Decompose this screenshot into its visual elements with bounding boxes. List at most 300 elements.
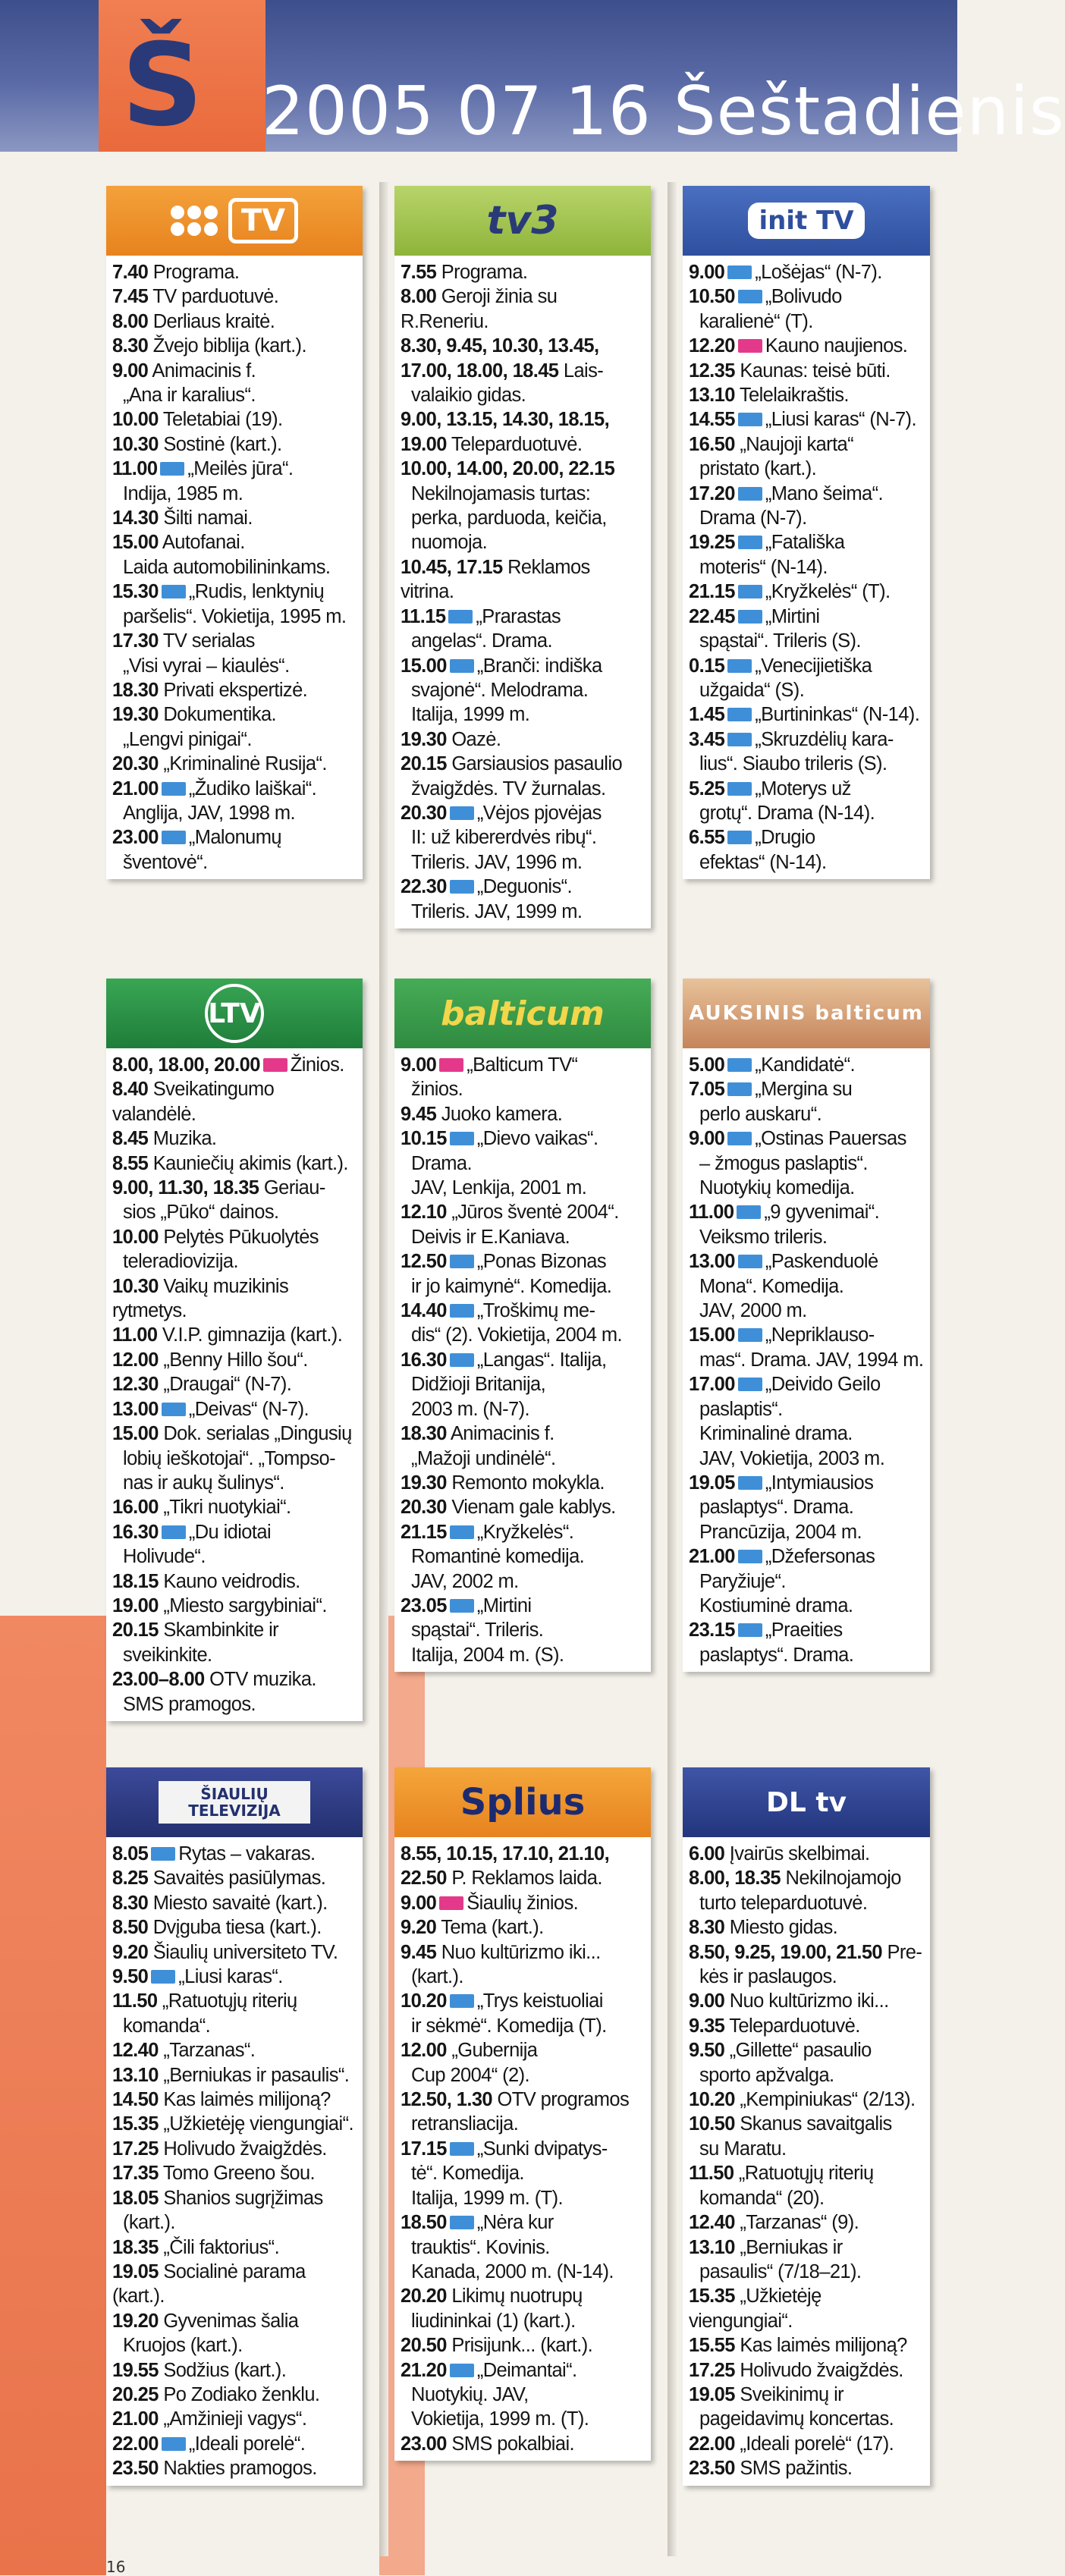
program-title: spąstai“. Trileris. bbox=[411, 1619, 544, 1641]
program-title: Kaunas: teisė būti. bbox=[740, 360, 891, 382]
program-title: Lais- bbox=[563, 360, 604, 382]
program-entry bbox=[686, 1643, 927, 1667]
program-time: 8.55, 10.15, 17.10, 21.10, bbox=[401, 1843, 610, 1864]
program-title: Holivude“. bbox=[123, 1546, 206, 1568]
program-time: 8.30, 9.45, 10.30, 13.45, bbox=[401, 335, 599, 357]
program-entry bbox=[686, 1053, 927, 1077]
program-title: JAV, 2000 m. bbox=[699, 1300, 807, 1322]
program-title: „Langas“. Italija, bbox=[476, 1349, 607, 1371]
program-title: moteris“ (N-14). bbox=[699, 556, 828, 578]
program-entry bbox=[397, 2186, 648, 2210]
news-icon bbox=[439, 1896, 463, 1910]
program-entry bbox=[397, 2407, 648, 2431]
program-entry bbox=[397, 1520, 648, 1544]
program-title: Rytas – vakaras. bbox=[178, 1843, 316, 1864]
program-time: 19.00 bbox=[112, 1594, 159, 1616]
program-title: JAV, Lenkija, 2001 m. bbox=[411, 1177, 587, 1199]
program-time: 5.00 bbox=[689, 1054, 725, 1076]
film-icon bbox=[738, 1476, 762, 1490]
program-entry bbox=[686, 678, 927, 702]
program-entry bbox=[686, 2358, 927, 2383]
program-title: valaikio gidas. bbox=[411, 385, 526, 407]
program-title: „Ideali porelė“. bbox=[188, 2433, 306, 2455]
program-entry bbox=[109, 2014, 360, 2038]
program-title: Veiksmo trileris. bbox=[699, 1226, 828, 1248]
program-time: 15.35 bbox=[112, 2113, 159, 2135]
program-entry bbox=[686, 2235, 927, 2260]
film-icon bbox=[448, 610, 473, 624]
program-title: „Nėra kur bbox=[476, 2212, 554, 2234]
program-time: 10.00 bbox=[112, 409, 159, 431]
program-time: 6.55 bbox=[689, 827, 725, 849]
program-title: „Drugio bbox=[755, 827, 815, 849]
program-time: 18.50 bbox=[401, 2212, 447, 2234]
program-entry bbox=[397, 629, 648, 653]
program-entry bbox=[109, 2358, 360, 2383]
program-time: 23.00 bbox=[112, 827, 159, 849]
program-time: 3.45 bbox=[689, 728, 725, 750]
program-entry bbox=[686, 407, 927, 432]
program-entry bbox=[109, 727, 360, 752]
program-entry bbox=[109, 1866, 360, 1890]
channel-panel-tv3 bbox=[394, 186, 651, 928]
program-entry bbox=[397, 2112, 648, 2136]
program-list bbox=[109, 260, 360, 875]
program-entry bbox=[397, 1299, 648, 1323]
program-time: 8.25 bbox=[112, 1868, 149, 1890]
program-entry bbox=[686, 260, 927, 284]
program-entry bbox=[686, 1989, 927, 2013]
tv3-logo-icon: tv3 bbox=[394, 186, 651, 256]
program-time: 10.30 bbox=[112, 433, 159, 455]
program-title: nuomoja. bbox=[411, 532, 488, 554]
program-time: 12.00 bbox=[112, 1349, 159, 1371]
film-icon bbox=[738, 1550, 762, 1563]
program-entry bbox=[109, 801, 360, 825]
program-title: Deivis ir E.Kaniava. bbox=[411, 1226, 570, 1248]
program-title: karalienė“ (T). bbox=[699, 310, 813, 332]
program-title: OTV muzika. bbox=[209, 1669, 316, 1691]
program-title: mas“. Drama. JAV, 1994 m. bbox=[699, 1349, 924, 1371]
film-icon bbox=[738, 1623, 762, 1637]
program-title: SMS pažintis. bbox=[740, 2458, 853, 2480]
program-title: „Gubernija bbox=[451, 2040, 538, 2062]
program-time: 19.30 bbox=[112, 704, 159, 726]
program-entry bbox=[686, 1422, 927, 1446]
program-time: 21.15 bbox=[401, 1521, 447, 1543]
program-entry bbox=[686, 1915, 927, 1940]
program-entry bbox=[397, 752, 648, 776]
program-time: 10.50 bbox=[689, 2113, 735, 2135]
program-title: II: už kibererdvės ribų“. bbox=[411, 827, 597, 849]
program-entry bbox=[109, 2260, 360, 2309]
program-title: „Liusi karas“. bbox=[178, 1966, 283, 1988]
program-entry bbox=[686, 2456, 927, 2480]
program-title: „Trys keistuoliai bbox=[476, 1990, 603, 2012]
program-title: Programa. bbox=[441, 262, 528, 283]
program-entry bbox=[397, 457, 648, 481]
program-entry bbox=[686, 2432, 927, 2456]
program-entry bbox=[397, 334, 648, 358]
program-title: Geroji žinia su R.Reneriu. bbox=[401, 286, 558, 332]
program-title: Nuotykių. JAV, bbox=[411, 2383, 529, 2405]
program-title: „Vėjos pjovėjas bbox=[476, 802, 602, 824]
program-title: V.I.P. gimnazija (kart.). bbox=[162, 1324, 343, 1346]
program-entry bbox=[686, 1299, 927, 1323]
program-entry bbox=[109, 2333, 360, 2358]
program-time: 10.15 bbox=[401, 1128, 447, 1150]
program-entry bbox=[397, 1842, 648, 1866]
program-entry bbox=[686, 2014, 927, 2038]
program-title: Muzika. bbox=[152, 1128, 217, 1150]
program-entry bbox=[686, 1471, 927, 1495]
program-title: ir jo kaimynė“. Komedija. bbox=[411, 1275, 612, 1297]
program-entry bbox=[686, 1274, 927, 1299]
channel-panel-dl bbox=[683, 1767, 930, 2486]
program-title: „Kryžkelės“ (T). bbox=[765, 581, 891, 603]
program-entry bbox=[397, 2038, 648, 2062]
program-entry bbox=[397, 654, 648, 678]
program-entry bbox=[109, 555, 360, 580]
program-title: 2003 m. (N-7). bbox=[411, 1398, 529, 1420]
program-time: 16.00 bbox=[112, 1497, 159, 1519]
program-time: 11.00 bbox=[689, 1202, 734, 1224]
film-icon bbox=[727, 708, 752, 721]
program-entry bbox=[397, 1989, 648, 2013]
program-time: 19.05 bbox=[689, 2383, 735, 2405]
program-entry bbox=[686, 2137, 927, 2161]
program-entry bbox=[109, 2063, 360, 2088]
balticum-logo-icon: balticum bbox=[394, 979, 651, 1048]
program-entry bbox=[109, 2309, 360, 2333]
program-entry bbox=[109, 1495, 360, 1519]
program-time: 20.20 bbox=[401, 2285, 447, 2307]
program-title: efektas“ (N-14). bbox=[699, 851, 827, 873]
program-time: 23.00–8.00 bbox=[112, 1669, 205, 1691]
program-title: Holivudo žvaigždės. bbox=[163, 2138, 327, 2160]
program-time: 15.00 bbox=[112, 1423, 159, 1445]
program-entry bbox=[686, 2088, 927, 2112]
program-time: 9.00 bbox=[401, 1892, 437, 1914]
program-entry bbox=[109, 260, 360, 284]
program-list bbox=[686, 260, 927, 875]
program-title: „Du idiotai bbox=[188, 1521, 272, 1543]
program-title: Prisijunk... (kart.). bbox=[451, 2335, 593, 2357]
program-title: Teletabiai (19). bbox=[162, 409, 283, 431]
program-title: Animacinis f. bbox=[450, 1423, 554, 1445]
program-title: „Deivas“ (N-7). bbox=[188, 1398, 309, 1420]
program-title: „Venecijietiška bbox=[755, 655, 872, 677]
program-title: Kauno veidrodis. bbox=[163, 1570, 300, 1592]
program-time: 14.30 bbox=[112, 507, 159, 529]
program-entry bbox=[686, 1569, 927, 1594]
program-time: 12.30 bbox=[112, 1374, 159, 1396]
program-title: „Dievo vaikas“. bbox=[476, 1128, 598, 1150]
film-icon bbox=[738, 610, 762, 624]
program-title: Pre- bbox=[887, 1941, 922, 1963]
program-title: „Fatališka bbox=[765, 532, 845, 554]
program-time: 17.15 bbox=[401, 2138, 447, 2160]
program-title: teleradiovizija. bbox=[123, 1251, 238, 1273]
program-title: Animacinis f. bbox=[152, 360, 256, 382]
page-number: 16 bbox=[106, 2558, 126, 2576]
program-entry bbox=[397, 2137, 648, 2161]
film-icon bbox=[160, 462, 184, 476]
program-title: „Mergina su bbox=[755, 1079, 853, 1101]
program-entry bbox=[397, 1618, 648, 1642]
program-time: 13.10 bbox=[689, 2236, 735, 2258]
program-time: 6.00 bbox=[689, 1843, 725, 1864]
film-icon bbox=[738, 487, 762, 501]
program-entry bbox=[686, 825, 927, 850]
program-entry bbox=[109, 482, 360, 506]
program-entry bbox=[109, 1422, 360, 1446]
program-entry bbox=[686, 555, 927, 580]
program-entry bbox=[109, 1053, 360, 1077]
film-icon bbox=[162, 1525, 186, 1539]
program-title: „Burtininkas“ (N-14). bbox=[755, 704, 920, 726]
program-entry bbox=[686, 457, 927, 481]
program-title: Miesto savaitė (kart.). bbox=[152, 1892, 328, 1914]
program-entry bbox=[397, 1891, 648, 1915]
program-time: 12.10 bbox=[401, 1202, 447, 1224]
program-entry bbox=[109, 678, 360, 702]
program-title: turto teleparduotuvė. bbox=[699, 1892, 868, 1914]
film-icon bbox=[727, 1058, 752, 1072]
program-entry bbox=[686, 1842, 927, 1866]
program-title: Šiaulių žinios. bbox=[467, 1892, 579, 1914]
program-title: „Prarastas bbox=[476, 605, 561, 627]
program-title: „Amžinieji vagys“. bbox=[163, 2408, 307, 2430]
program-time: 12.50 bbox=[401, 1251, 447, 1273]
column-divider bbox=[668, 182, 677, 2556]
program-time: 17.00, 18.00, 18.45 bbox=[401, 360, 559, 382]
program-time: 18.30 bbox=[112, 679, 159, 701]
program-entry bbox=[109, 506, 360, 530]
program-entry bbox=[686, 1225, 927, 1249]
program-time: 20.30 bbox=[401, 802, 447, 824]
program-entry bbox=[397, 383, 648, 407]
program-entry bbox=[397, 2260, 648, 2284]
program-time: 18.30 bbox=[401, 1423, 447, 1445]
decorative-band-left bbox=[0, 1616, 106, 2575]
program-title: Šilti namai. bbox=[163, 507, 253, 529]
program-title: Indija, 1985 m. bbox=[123, 482, 243, 504]
program-entry bbox=[686, 1126, 927, 1151]
program-title: „9 gyvenimai“. bbox=[764, 1202, 880, 1224]
news-icon bbox=[738, 339, 762, 353]
program-title: „Kryžkelės“. bbox=[476, 1521, 574, 1543]
program-entry bbox=[109, 2112, 360, 2136]
program-time: 21.00 bbox=[112, 2408, 159, 2430]
program-entry bbox=[109, 702, 360, 727]
program-time: 13.10 bbox=[689, 385, 735, 407]
program-title: „Užkietėję viengungiai“. bbox=[163, 2113, 353, 2135]
program-title: „Malonumų bbox=[188, 827, 281, 849]
program-entry bbox=[109, 1348, 360, 1372]
program-title: „Draugai“ (N-7). bbox=[163, 1374, 292, 1396]
program-title: Miesto gidas. bbox=[729, 1917, 838, 1939]
program-title: „Nepriklauso- bbox=[765, 1324, 875, 1346]
film-icon bbox=[450, 1132, 474, 1145]
film-icon bbox=[450, 1994, 474, 2008]
program-entry bbox=[109, 284, 360, 309]
program-title: liudininkai (1) (kart.). bbox=[411, 2310, 576, 2332]
program-entry bbox=[397, 2161, 648, 2185]
program-title: P. Reklamos laida. bbox=[451, 1868, 602, 1890]
film-icon bbox=[450, 1304, 474, 1318]
program-entry bbox=[109, 1323, 360, 1347]
program-entry bbox=[686, 1544, 927, 1569]
program-time: 8.45 bbox=[112, 1128, 149, 1150]
film-icon bbox=[738, 536, 762, 549]
program-entry bbox=[686, 1520, 927, 1544]
program-entry bbox=[686, 1176, 927, 1200]
program-title: Kas laimės milijoną? bbox=[740, 2335, 907, 2357]
program-title: Nekilnojamojo bbox=[785, 1868, 901, 1890]
program-title: Telelaikraštis. bbox=[739, 385, 849, 407]
program-title: Dvįguba tiesa (kart.). bbox=[152, 1917, 322, 1939]
init-tv-logo-icon: init TV bbox=[683, 186, 930, 256]
program-time: 10.30 bbox=[112, 1275, 159, 1297]
program-entry bbox=[397, 605, 648, 629]
program-entry bbox=[109, 1200, 360, 1224]
program-title: – žmogus paslaptis“. bbox=[699, 1152, 868, 1174]
program-title: (kart.). bbox=[123, 2212, 175, 2234]
program-title: SMS pramogos. bbox=[123, 1693, 256, 1715]
program-title: Drama. bbox=[411, 1152, 472, 1174]
program-entry bbox=[686, 752, 927, 776]
program-title: perka, parduoda, keičia, bbox=[411, 507, 607, 529]
program-title: Dokumentika. bbox=[163, 704, 277, 726]
program-title: JAV, Vokietija, 2003 m. bbox=[699, 1447, 885, 1469]
program-title: perlo auskaru“. bbox=[699, 1103, 822, 1125]
program-time: 16.50 bbox=[689, 433, 735, 455]
program-title: ir sėkmė“. Komedija (T). bbox=[411, 2015, 607, 2037]
program-entry bbox=[109, 1915, 360, 1940]
program-title: Vienam gale kablys. bbox=[451, 1497, 616, 1519]
channel-panel-auksinis bbox=[683, 979, 930, 1672]
program-time: 11.00 bbox=[112, 1324, 158, 1346]
program-entry bbox=[109, 752, 360, 776]
program-time: 10.00, 14.00, 20.00, 22.15 bbox=[401, 458, 615, 480]
program-title: dis“ (2). Vokietija, 2004 m. bbox=[411, 1324, 622, 1346]
program-title: pristato (kart.). bbox=[699, 458, 817, 480]
program-entry bbox=[686, 482, 927, 506]
program-time: 8.55 bbox=[112, 1152, 149, 1174]
program-entry bbox=[686, 2260, 927, 2284]
program-title: pageidavimų koncertas. bbox=[699, 2408, 894, 2430]
program-title: „Balticum TV“ bbox=[467, 1054, 578, 1076]
program-entry bbox=[109, 1471, 360, 1495]
program-time: 13.00 bbox=[112, 1398, 159, 1420]
program-entry bbox=[109, 432, 360, 457]
program-entry bbox=[686, 1249, 927, 1274]
program-title: retransliacija. bbox=[411, 2113, 519, 2135]
program-time: 13.10 bbox=[112, 2064, 159, 2086]
program-entry bbox=[109, 2456, 360, 2480]
program-title: Italija, 2004 m. (S). bbox=[411, 1644, 564, 1666]
program-title: Mona“. Komedija. bbox=[699, 1275, 844, 1297]
program-time: 9.00 bbox=[689, 1128, 725, 1150]
program-entry bbox=[109, 1372, 360, 1396]
program-list bbox=[686, 1053, 927, 1667]
program-entry bbox=[109, 1225, 360, 1249]
program-title: „Rudis, lenktynių bbox=[188, 581, 325, 603]
program-entry bbox=[397, 1422, 648, 1446]
program-title: Dok. serialas „Dingusių bbox=[163, 1423, 352, 1445]
program-title: žvaigždės. TV žurnalas. bbox=[411, 778, 606, 800]
program-title: Sodžius (kart.). bbox=[163, 2359, 287, 2381]
program-entry bbox=[397, 1102, 648, 1126]
program-entry bbox=[686, 1200, 927, 1224]
program-time: 8.30 bbox=[112, 1892, 149, 1914]
program-entry bbox=[686, 1077, 927, 1101]
program-entry bbox=[397, 1569, 648, 1594]
program-title: „Intymiausios bbox=[765, 1472, 874, 1494]
program-time: 10.45, 17.15 bbox=[401, 556, 503, 578]
program-time: 15.00 bbox=[689, 1324, 735, 1346]
program-entry bbox=[109, 2161, 360, 2185]
program-entry bbox=[397, 875, 648, 899]
program-time: 15.55 bbox=[689, 2335, 735, 2357]
program-entry bbox=[109, 2038, 360, 2062]
program-title: Savaitės pasiūlymas. bbox=[152, 1868, 326, 1890]
program-title: „Jūros šventė 2004“. bbox=[451, 1202, 619, 1224]
tv-dots-logo-icon: TV bbox=[106, 186, 363, 256]
program-time: 19.30 bbox=[401, 1472, 447, 1494]
film-icon bbox=[450, 2142, 474, 2156]
program-entry bbox=[397, 482, 648, 506]
program-title: Romantinė komedija. bbox=[411, 1546, 585, 1568]
program-entry bbox=[686, 506, 927, 530]
program-time: 20.50 bbox=[401, 2335, 447, 2357]
program-entry bbox=[397, 1274, 648, 1299]
news-icon bbox=[439, 1058, 463, 1072]
film-icon bbox=[727, 733, 752, 746]
program-title: Nuo kultūrizmo iki... bbox=[441, 1941, 601, 1963]
program-entry bbox=[686, 334, 927, 358]
program-time: 9.00 bbox=[112, 360, 149, 382]
program-entry bbox=[397, 1126, 648, 1151]
program-title: „Liusi karas“ (N-7). bbox=[765, 409, 916, 431]
program-entry bbox=[686, 1891, 927, 1915]
program-title: SMS pokalbiai. bbox=[451, 2433, 574, 2455]
channel-panel-init bbox=[683, 186, 930, 879]
program-entry bbox=[109, 2088, 360, 2112]
channel-panel-splius bbox=[394, 1767, 651, 2461]
program-time: 14.50 bbox=[112, 2089, 159, 2111]
program-title: TV parduotuvė. bbox=[152, 286, 279, 308]
program-entry bbox=[397, 1594, 648, 1618]
program-title: Kas laimės milijoną? bbox=[163, 2089, 331, 2111]
program-title: Nekilnojamasis turtas: bbox=[411, 482, 591, 504]
program-title: Drama (N-7). bbox=[699, 507, 807, 529]
program-time: 20.30 bbox=[401, 1497, 447, 1519]
program-entry bbox=[109, 1249, 360, 1274]
program-entry bbox=[686, 284, 927, 309]
film-icon bbox=[727, 1132, 752, 1145]
program-entry bbox=[686, 2333, 927, 2358]
program-title: Nuo kultūrizmo iki... bbox=[729, 1990, 889, 2012]
program-time: 10.20 bbox=[401, 1990, 447, 2012]
program-entry bbox=[397, 506, 648, 530]
program-time: 8.50, 9.25, 19.00, 21.50 bbox=[689, 1941, 882, 1963]
program-list bbox=[397, 260, 648, 924]
program-entry bbox=[397, 284, 648, 334]
program-title: „Žudiko laiškai“. bbox=[188, 778, 317, 800]
program-entry bbox=[109, 2407, 360, 2431]
